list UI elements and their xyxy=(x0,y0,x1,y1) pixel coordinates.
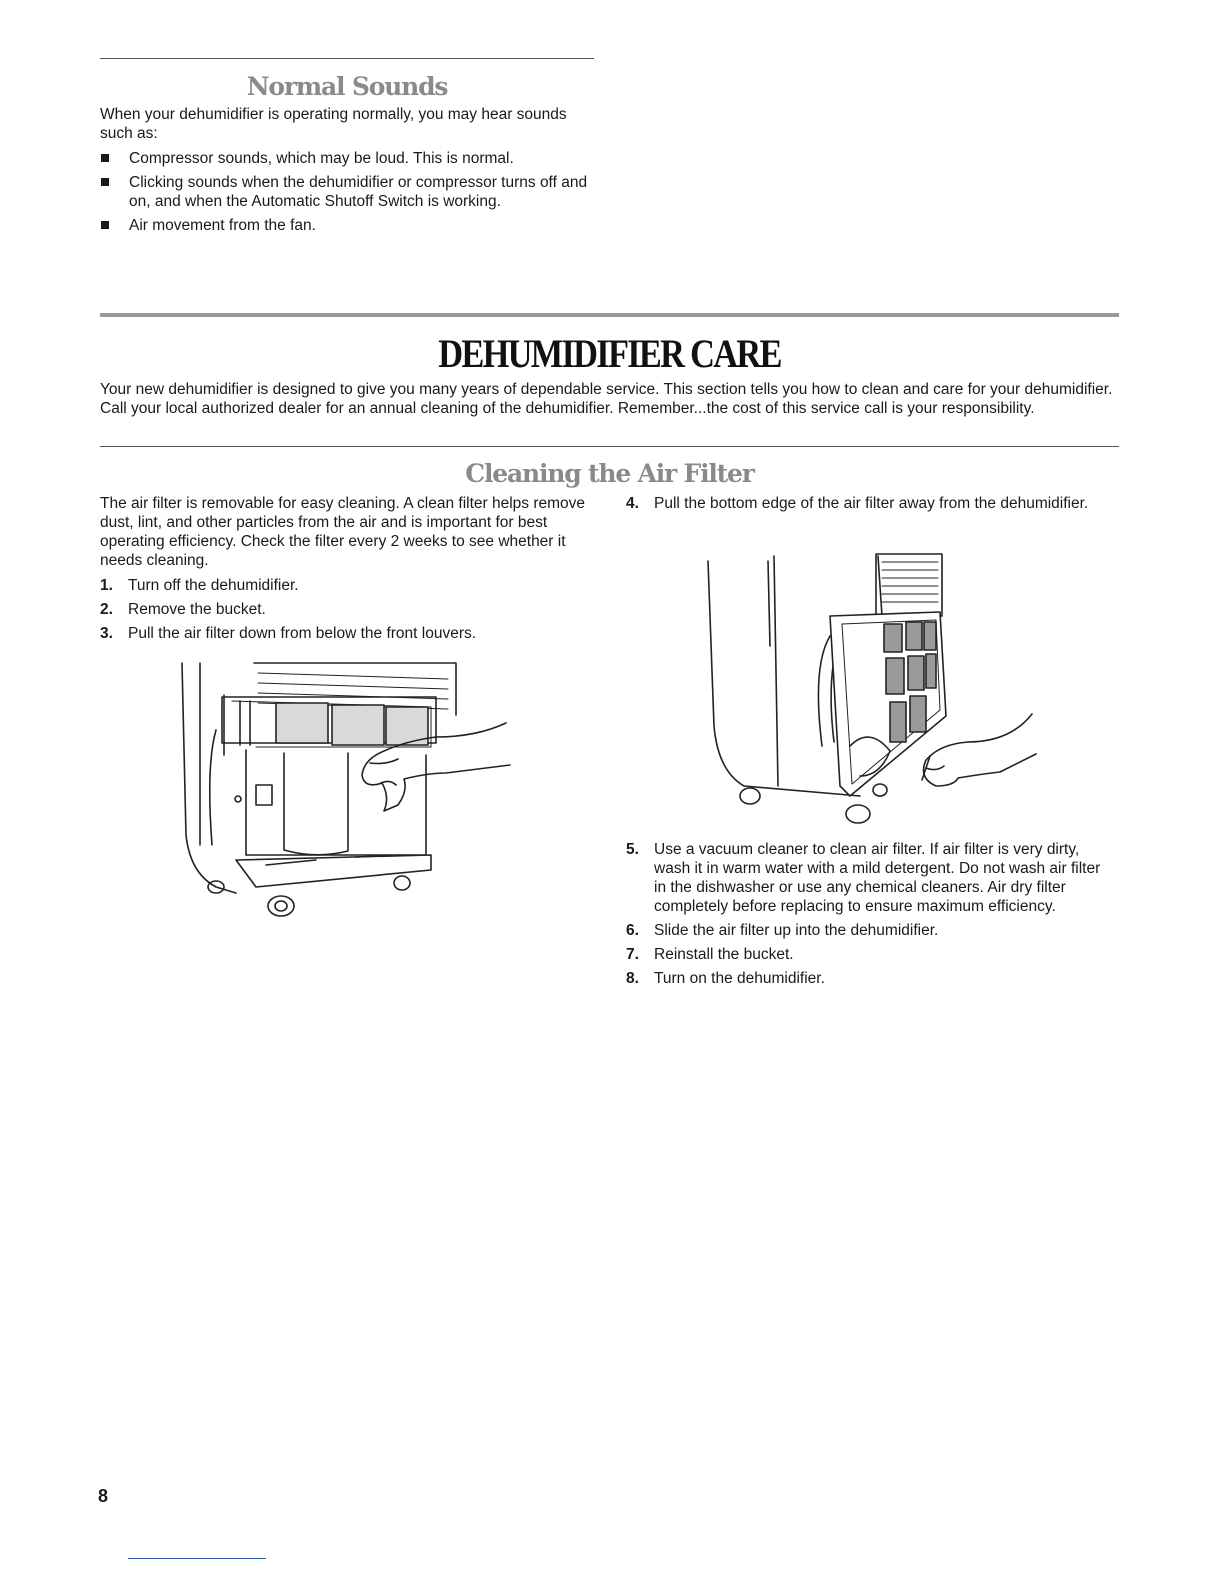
filter-steps-left xyxy=(100,576,592,643)
list-item: Air movement from the fan. xyxy=(100,216,590,235)
square-bullet-icon xyxy=(101,178,109,186)
square-bullet-icon xyxy=(101,154,109,162)
top-rule xyxy=(100,58,594,59)
illustration-filter-pull-away xyxy=(700,546,1045,831)
list-item: 2. Remove the bucket. xyxy=(100,601,266,618)
filter-steps-right-b xyxy=(626,840,1116,988)
square-bullet-icon xyxy=(101,221,109,229)
list-item: 8. Turn on the dehumidifier. xyxy=(626,970,825,987)
filter-right-column-bottom xyxy=(626,840,1116,993)
normal-sounds-heading: Normal Sounds xyxy=(246,72,448,101)
filter-heading: Cleaning the Air Filter xyxy=(465,459,754,488)
normal-sounds-list xyxy=(100,149,590,235)
section-divider xyxy=(100,313,1119,317)
list-item: 7. Reinstall the bucket. xyxy=(626,946,794,963)
dehumidifier-side-icon xyxy=(700,546,1045,831)
care-rule xyxy=(100,446,1119,447)
dehumidifier-front-icon xyxy=(176,655,516,920)
list-item: 3. Pull the air filter down from below the front louvers. xyxy=(100,625,477,642)
list-item: Clicking sounds when the dehumidifier or compressor turns off and on, and when the Automatic Shutoff Switch is working. xyxy=(100,173,590,211)
care-intro: Your new dehumidifier is designed to give you many years of dependable service. This section tells you how to clean and care for your dehumidifier. Call your local authorized dealer for an annual cleaning of the dehumidifier. Remember...the cost of this service call is your responsibility. xyxy=(100,381,1113,417)
filter-steps-right-a xyxy=(626,494,1106,513)
footer-rule xyxy=(128,1558,266,1559)
page-title: DEHUMIDIFIER CARE xyxy=(438,331,781,376)
filter-left-column xyxy=(100,494,592,648)
list-item: 6. Slide the air filter up into the dehumidifier. xyxy=(626,922,939,939)
filter-right-column-top xyxy=(626,494,1106,518)
filter-intro: The air filter is removable for easy cleaning. A clean filter helps remove dust, lint, and other particles from the air and is important for best operating efficiency. Check the filter every 2 weeks to see whether it needs cleaning. xyxy=(100,495,586,569)
list-item: 4. Pull the bottom edge of the air filter away from the dehumidifier. xyxy=(626,495,1089,512)
list-item: 1. Turn off the dehumidifier. xyxy=(100,577,299,594)
illustration-filter-pull-down xyxy=(176,655,516,920)
list-item: Compressor sounds, which may be loud. This is normal. xyxy=(100,149,590,168)
list-item: 5. Use a vacuum cleaner to clean air filter. If air filter is very dirty, wash it in warm water with a mild detergent. Do not wash air filter in the dishwasher or use any chemical cleaners. Air dry filter completely before replacing to ensure maximum efficiency. xyxy=(626,841,1101,915)
page-number: 8 xyxy=(98,1486,109,1506)
normal-sounds-intro: When your dehumidifier is operating normally, you may hear sounds such as: xyxy=(100,106,567,142)
normal-sounds-section xyxy=(100,105,590,240)
